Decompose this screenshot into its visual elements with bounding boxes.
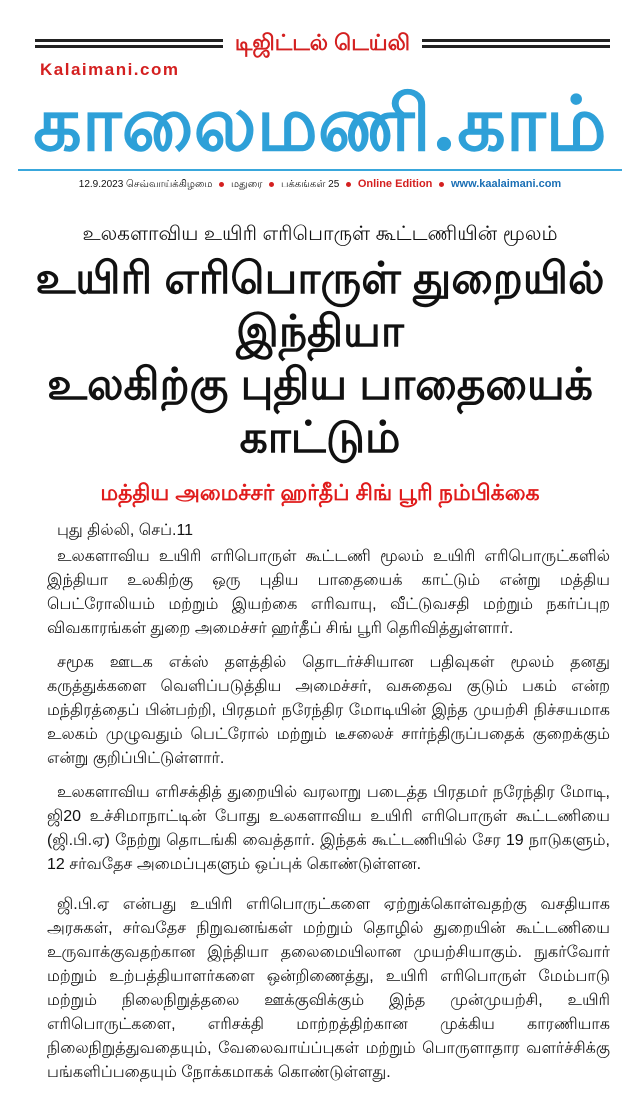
article-subheadline: மத்திய அமைச்சர் ஹர்தீப் சிங் பூரி நம்பிக்கை (100, 479, 540, 505)
edition-info (0, 176, 640, 193)
edition-city: மதுரை (231, 179, 263, 191)
article-headline (20, 253, 620, 464)
masthead-logo: காலைமணி.காம் (33, 80, 607, 168)
site-url[interactable]: www.kaalaimani.com (450, 178, 562, 191)
edition-label: Online Edition (357, 178, 433, 191)
bullet-icon (269, 182, 274, 187)
bullet-icon (219, 182, 224, 187)
issue-date: 12.9.2023 செவ்வாய்க்கிழமை (78, 179, 213, 191)
headline-line-2: உலகிற்கு புதிய பாதையைக் காட்டும் (47, 359, 593, 462)
article-body (47, 519, 610, 1085)
masthead-divider (18, 169, 622, 171)
bullet-icon (346, 182, 351, 187)
double-rule-left (35, 39, 223, 48)
bullet-icon (439, 182, 444, 187)
paragraph: சமூக ஊடக எக்ஸ் தளத்தில் தொடர்ச்சியான பதிவுகள் மூலம் தனது கருத்துக்களை வெளிப்படுத்திய அமைச்சர், வசுதைவ குடும் பகம் என்ற மந்திரத்தைப் பின்பற்றி, பிரதமர் நரேந்திர மோடியின் இந்த முயற்சி நிச்சயமாக உலகம் முழுவதும் பெட்ரோல் மற்றும் டீசலைச் சார்ந்திருப்பதைக் குறைக்கும் என்று குறிப்பிட்டுள்ளார். (47, 654, 610, 768)
headline-line-1: உயிரி எரிபொருள் துறையில் இந்தியா (35, 254, 605, 357)
paragraph: உலகளாவிய எரிசக்தித் துறையில் வரலாறு படைத்த பிரதமர் நரேந்திர மோடி, ஜி20 உச்சிமாநாட்டின் போது உலகளாவிய உயிரி எரிபொருள் கூட்டணியை (ஜி.பி.ஏ) நேற்று தொடங்கி வைத்தார். இந்தக் கூட்டணியில் சேர 19 நாடுகளும், 12 சர்வதேச அமைப்புகளும் ஒப்புக் கொண்டுள்ளன. (47, 784, 610, 874)
paragraph: உலகளாவிய உயிரி எரிபொருள் கூட்டணி மூலம் உயிரி எரிபொருட்களில் இந்தியா உலகிற்கு ஒரு புதிய பாதையைக் காட்டும் என்று மத்திய பெட்ரோலியம் மற்றும் இயற்கை எரிவாயு, வீட்டுவசதி மற்றும் நகர்ப்புற விவகாரங்கள் துறை அமைச்சர் ஹர்தீப் சிங் பூரி தெரிவித்துள்ளார். (47, 548, 610, 638)
double-rule-right (422, 39, 610, 48)
band-title: டிஜிட்டல் டெய்லி (234, 30, 411, 55)
site-name-en: Kalaimani.com (40, 60, 180, 79)
page-count: பக்கங்கள் 25 (280, 179, 340, 191)
article-kicker: உலகளாவிய உயிரி எரிபொருள் கூட்டணியின் மூலம் (82, 223, 558, 246)
article-dateline: புது தில்லி, செப்.11 (57, 522, 194, 540)
paragraph: ஜி.பி.ஏ என்பது உயிரி எரிபொருட்களை ஏற்றுக்கொள்வதற்கு வசதியாக அரசுகள், சர்வதேச நிறுவனங்கள் மற்றும் தொழில் துறையின் கூட்டணியை உருவாக்குவதற்கான இந்தியா தலைமையிலான முயற்சியாகும். நுகர்வோர் மற்றும் உற்பத்தியாளர்களை ஒன்றிணைத்து, உயிரி எரிபொருள் மேம்பாடு மற்றும் நிலைநிறுத்தலை ஊக்குவிக்கும் இந்த முன்முயற்சி, உயிரி எரிபொருட்களை, எரிசக்தி மாற்றத்திற்கான முக்கிய காரணியாக நிலைநிறுத்துவதையும், வேலைவாய்ப்புகள் மற்றும் பொருளாதார வளர்ச்சிக்கு பங்களிப்பதையும் நோக்கமாகக் கொண்டுள்ளது. (47, 896, 610, 1082)
masthead-band (35, 28, 610, 58)
